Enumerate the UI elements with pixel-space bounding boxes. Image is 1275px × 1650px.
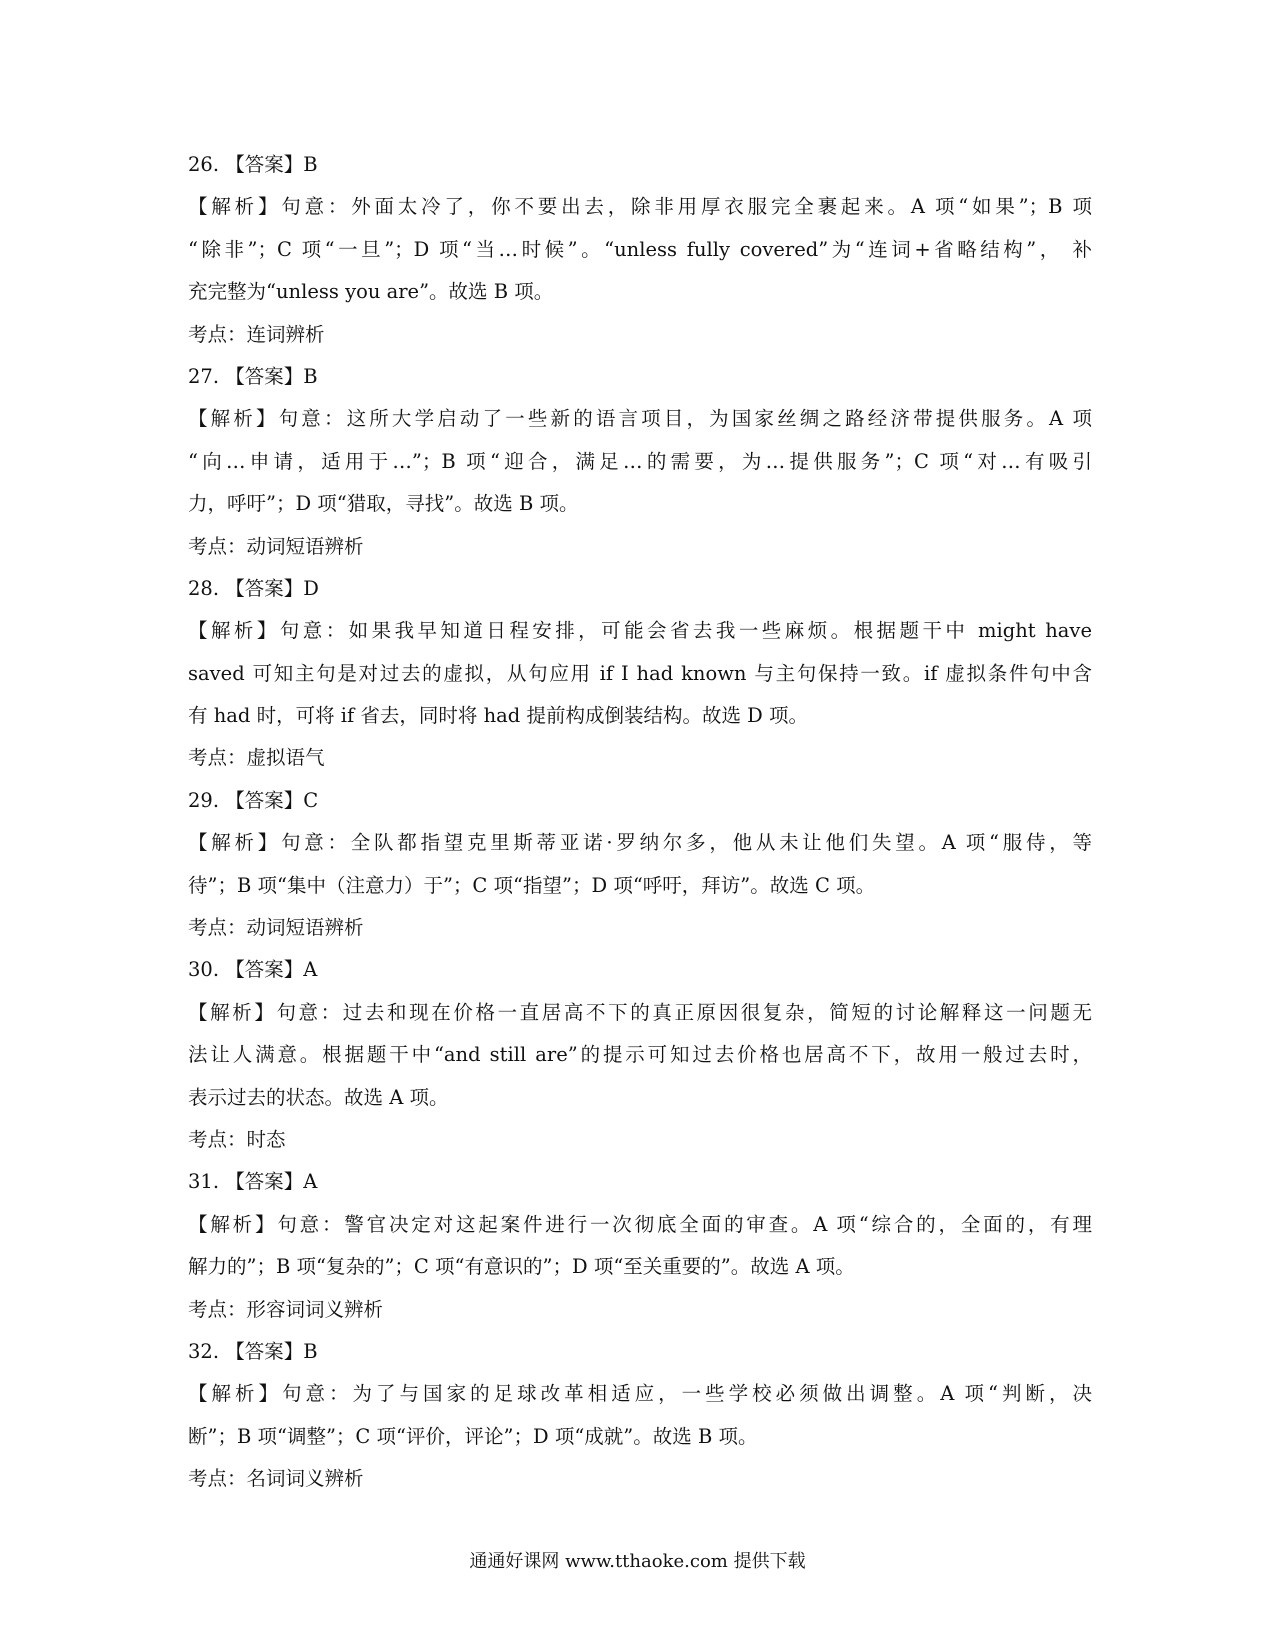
point-32: 考点：名词词义辨析	[188, 1467, 364, 1491]
analysis-28-line-2: saved 可知主句是对过去的虚拟，从句应用 if I had known 与主句保持一致。if 虚拟条件句中含	[188, 661, 1092, 685]
analysis-28-line-1: 【解析】句意：如果我早知道日程安排，可能会省去我一些麻烦。根据题干中 might have	[188, 619, 1092, 643]
analysis-30-line-3: 表示过去的状态。故选 A 项。	[188, 1085, 449, 1109]
answer-28: 28. 【答案】D	[188, 576, 319, 600]
analysis-27-line-1: 【解析】句意：这所大学启动了一些新的语言项目，为国家丝绸之路经济带提供服务。A 项	[188, 407, 1092, 431]
analysis-29-line-2: 待”；B 项“集中（注意力）于”；C 项“指望”；D 项“呼吁，拜访”。故选 C 项。	[188, 873, 876, 897]
analysis-31-line-2: 解力的”；B 项“复杂的”；C 项“有意识的”；D 项“至关重要的”。故选 A 项。	[188, 1255, 855, 1279]
analysis-28-line-3: 有 had 时，可将 if 省去，同时将 had 提前构成倒装结构。故选 D 项。	[188, 704, 809, 728]
answer-29: 29. 【答案】C	[188, 788, 319, 812]
answer-31: 31. 【答案】A	[188, 1170, 318, 1194]
analysis-27-line-2: “向…申请，适用于…”；B 项“迎合，满足…的需要，为…提供服务”；C 项“对…有吸引	[188, 449, 1092, 473]
point-28: 考点：虚拟语气	[188, 746, 325, 770]
point-30: 考点：时态	[188, 1127, 286, 1151]
analysis-26-line-1: 【解析】句意：外面太冷了，你不要出去，除非用厚衣服完全裹起来。A 项“如果”；B 项	[188, 195, 1092, 219]
analysis-32-line-1: 【解析】句意：为了与国家的足球改革相适应，一些学校必须做出调整。A 项“判断，决	[188, 1382, 1092, 1406]
page-footer: 通通好课网 www.tthaoke.com 提供下载	[469, 1551, 806, 1572]
answer-27: 27. 【答案】B	[188, 364, 318, 388]
analysis-27-line-3: 力，呼吁”；D 项“猎取，寻找”。故选 B 项。	[188, 492, 579, 516]
point-27: 考点：动词短语辨析	[188, 534, 364, 558]
analysis-26-line-3: 充完整为“unless you are”。故选 B 项。	[188, 280, 554, 304]
point-29: 考点：动词短语辨析	[188, 916, 364, 940]
analysis-31-line-1: 【解析】句意：警官决定对这起案件进行一次彻底全面的审查。A 项“综合的，全面的，有理	[188, 1212, 1092, 1236]
analysis-29-line-1: 【解析】句意：全队都指望克里斯蒂亚诺·罗纳尔多，他从未让他们失望。A 项“服侍，等	[188, 831, 1092, 855]
answer-32: 32. 【答案】B	[188, 1339, 318, 1363]
document-body	[188, 144, 1092, 1501]
point-31: 考点：形容词词义辨析	[188, 1297, 384, 1321]
analysis-30-line-2: 法让人满意。根据题干中“and still are”的提示可知过去价格也居高不下，故用一般过去时，	[188, 1043, 1092, 1067]
point-26: 考点：连词辨析	[188, 322, 325, 346]
analysis-30-line-1: 【解析】句意：过去和现在价格一直居高不下的真正原因很复杂，简短的讨论解释这一问题无	[188, 1000, 1092, 1024]
analysis-26-line-2: “除非”；C 项“一旦”；D 项“当…时候”。“unless fully covered”为“连词+省略结构”， 补	[188, 237, 1092, 261]
answer-26: 26. 【答案】B	[188, 153, 318, 176]
analysis-32-line-2: 断”；B 项“调整”；C 项“评价，评论”；D 项“成就”。故选 B 项。	[188, 1424, 758, 1448]
answer-30: 30. 【答案】A	[188, 958, 318, 982]
